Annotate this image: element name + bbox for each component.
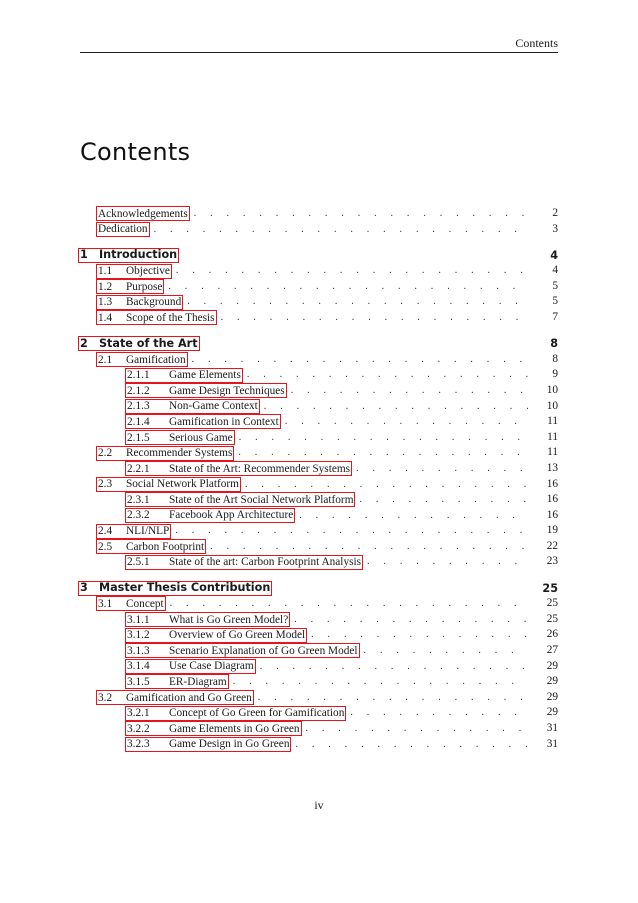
- table-of-contents: [80, 206, 558, 752]
- toc-link[interactable]: [78, 336, 200, 351]
- page-ref: 11: [547, 415, 558, 428]
- toc-entry: [80, 352, 558, 368]
- toc-entry: [80, 737, 558, 753]
- header-rule: [80, 52, 558, 53]
- toc-entry: [80, 367, 558, 383]
- section-number: 3.2: [98, 691, 113, 704]
- dot-leader: [311, 627, 528, 643]
- toc-link[interactable]: [96, 206, 190, 221]
- toc-entry: [80, 705, 558, 721]
- toc-entry: [80, 383, 558, 399]
- section-number: 3.1.2: [127, 629, 150, 642]
- section-title: Introduction: [99, 248, 178, 262]
- toc-link[interactable]: [96, 222, 150, 237]
- toc-entry: [80, 643, 558, 659]
- dot-leader: [168, 279, 528, 295]
- toc-link[interactable]: [96, 310, 217, 325]
- page-ref: 23: [546, 555, 558, 568]
- section-number: 2.5.1: [127, 556, 150, 569]
- page-ref: 7: [552, 311, 558, 324]
- section-title: Concept: [126, 597, 164, 610]
- page-ref: 4: [552, 264, 558, 277]
- toc-entry: [80, 690, 558, 706]
- section-title: Game Design Techniques: [169, 384, 285, 397]
- section-title: Purpose: [126, 280, 163, 293]
- dot-leader: [264, 399, 528, 415]
- section-title: Game Elements in Go Green: [169, 722, 300, 735]
- page-ref: 19: [546, 524, 558, 537]
- section-number: 2.3: [98, 478, 113, 491]
- toc-entry: [80, 430, 558, 446]
- section-title: Objective: [126, 265, 170, 278]
- section-number: 3: [80, 581, 88, 595]
- section-title: Master Thesis Contribution: [99, 581, 271, 595]
- section-number: 2.2.1: [127, 462, 150, 475]
- toc-entry: [80, 554, 558, 570]
- dot-leader: [306, 721, 529, 737]
- page-ref: 16: [546, 493, 558, 506]
- toc-link[interactable]: [78, 248, 179, 263]
- dot-leader: [192, 352, 528, 368]
- section-number: 3.1.3: [127, 644, 150, 657]
- dot-leader: [238, 445, 528, 461]
- section-number: 2.1.4: [127, 415, 150, 428]
- dot-leader: [210, 539, 528, 555]
- toc-link[interactable]: [125, 461, 352, 476]
- dot-leader: [356, 461, 528, 477]
- dot-leader: [176, 263, 528, 279]
- section-title: State of the art: Carbon Footprint Analysis: [169, 556, 362, 569]
- page-ref: 31: [546, 737, 558, 750]
- page-ref: 8: [552, 352, 558, 365]
- toc-entry: [80, 674, 558, 690]
- toc-entry: [80, 596, 558, 612]
- section-number: 2.4: [98, 525, 113, 538]
- toc-link[interactable]: [125, 674, 229, 689]
- section-number: 2.1.3: [127, 400, 150, 413]
- section-number: 2: [80, 336, 88, 350]
- section-number: 3.1.5: [127, 675, 150, 688]
- toc-link[interactable]: [96, 446, 234, 461]
- page-ref: 25: [546, 612, 558, 625]
- toc-entry: [80, 206, 558, 222]
- page-ref: 11: [547, 430, 558, 443]
- toc-link[interactable]: [78, 581, 272, 596]
- dot-leader: [285, 414, 528, 430]
- dot-leader: [299, 508, 528, 524]
- page-ref: 10: [546, 383, 558, 396]
- section-number: 3.1.1: [127, 613, 150, 626]
- page-ref: 10: [546, 399, 558, 412]
- toc-link[interactable]: [96, 295, 183, 310]
- toc-entry: [80, 461, 558, 477]
- toc-link[interactable]: [96, 279, 164, 294]
- section-number: 2.1.1: [127, 369, 150, 382]
- page-ref: 9: [552, 368, 558, 381]
- section-number: 3.2.1: [127, 707, 150, 720]
- dot-leader: [350, 705, 528, 721]
- toc-entry: [80, 279, 558, 295]
- toc-entry: [80, 294, 558, 310]
- section-title: NLI/NLP: [126, 525, 170, 538]
- section-title: State of the Art: [99, 336, 198, 350]
- dot-leader: [359, 492, 528, 508]
- section-title: Concept of Go Green for Gamification: [169, 707, 345, 720]
- toc-link[interactable]: [125, 492, 355, 507]
- section-number: 1.4: [98, 311, 113, 324]
- toc-link[interactable]: [96, 264, 172, 279]
- toc-entry: [80, 477, 558, 493]
- toc-entry: [80, 414, 558, 430]
- dot-leader: [194, 206, 528, 222]
- page-ref: 5: [552, 279, 558, 292]
- dot-leader: [239, 430, 528, 446]
- section-title: State of the Art Social Network Platform: [169, 493, 354, 506]
- toc-entry: [80, 523, 558, 539]
- section-number: 2.1.2: [127, 384, 150, 397]
- toc-link[interactable]: [125, 643, 360, 658]
- section-title: Scope of the Thesis: [126, 311, 215, 324]
- dot-leader: [364, 643, 528, 659]
- toc-entry: [80, 310, 558, 326]
- page-ref: 16: [546, 508, 558, 521]
- dot-leader: [245, 477, 528, 493]
- toc-link[interactable]: [125, 430, 235, 445]
- page-number: iv: [314, 798, 324, 812]
- page-ref: 16: [546, 477, 558, 490]
- toc-link[interactable]: [125, 368, 243, 383]
- toc-chapter-entry: [80, 336, 558, 352]
- toc-link[interactable]: [125, 737, 291, 752]
- toc-chapter-entry: [80, 248, 558, 264]
- section-title: Background: [126, 296, 182, 309]
- page-ref: 25: [542, 581, 558, 595]
- section-number: 2.2: [98, 447, 113, 460]
- section-title: Scenario Explanation of Go Green Model: [169, 644, 358, 657]
- section-title: Recommender Systems: [126, 447, 233, 460]
- toc-link[interactable]: [125, 555, 363, 570]
- page-title: Contents: [80, 138, 191, 166]
- toc-link[interactable]: [125, 383, 287, 398]
- toc-entry: [80, 399, 558, 415]
- section-number: 2.1.5: [127, 431, 150, 444]
- toc-entry: [80, 721, 558, 737]
- toc-entry: [80, 508, 558, 524]
- toc-entry: [80, 539, 558, 555]
- section-number: 3.1: [98, 597, 113, 610]
- section-number: 1.3: [98, 296, 113, 309]
- section-number: 3.2.2: [127, 722, 150, 735]
- page-ref: 5: [552, 295, 558, 308]
- toc-link[interactable]: [125, 612, 290, 627]
- toc-entry: [80, 445, 558, 461]
- toc-link[interactable]: [96, 539, 206, 554]
- section-title: Gamification: [126, 353, 186, 366]
- page-ref: 13: [546, 461, 558, 474]
- section-number: 1: [80, 248, 88, 262]
- page-ref: 31: [546, 721, 558, 734]
- section-title: Use Case Diagram: [169, 660, 254, 673]
- toc-link[interactable]: [125, 399, 260, 414]
- section-title: What is Go Green Model?: [169, 613, 289, 626]
- dot-leader: [170, 596, 528, 612]
- toc-link[interactable]: [125, 706, 346, 721]
- section-title: ER-Diagram: [169, 675, 227, 688]
- page-ref: 29: [546, 659, 558, 672]
- toc-link[interactable]: [96, 596, 166, 611]
- toc-entry: [80, 659, 558, 675]
- toc-link[interactable]: [96, 690, 254, 705]
- section-title: Gamification and Go Green: [126, 691, 252, 704]
- dot-leader: [258, 690, 528, 706]
- toc-chapter-entry: [80, 581, 558, 597]
- section-title: Overview of Go Green Model: [169, 629, 306, 642]
- section-title: Facebook App Architecture: [169, 509, 294, 522]
- dot-leader: [294, 612, 528, 628]
- toc-entry: [80, 627, 558, 643]
- dot-leader: [154, 222, 528, 238]
- page-ref: 29: [546, 706, 558, 719]
- section-number: 2.5: [98, 540, 113, 553]
- dot-leader: [175, 523, 528, 539]
- section-number: 3.1.4: [127, 660, 150, 673]
- toc-link[interactable]: [125, 628, 307, 643]
- dot-leader: [295, 737, 528, 753]
- page-ref: 29: [546, 690, 558, 703]
- dot-leader: [187, 294, 528, 310]
- page-ref: 22: [546, 539, 558, 552]
- toc-link[interactable]: [125, 659, 256, 674]
- toc-link[interactable]: [125, 508, 295, 523]
- page-ref: 3: [552, 222, 558, 235]
- section-title: State of the Art: Recommender Systems: [169, 462, 351, 475]
- section-title: Social Network Platform: [126, 478, 239, 491]
- dot-leader: [247, 367, 528, 383]
- dot-leader: [291, 383, 528, 399]
- section-title: Gamification in Context: [169, 415, 279, 428]
- toc-link[interactable]: [96, 524, 171, 539]
- section-number: 1.2: [98, 280, 113, 293]
- toc-entry: [80, 612, 558, 628]
- dot-leader: [221, 310, 528, 326]
- page-ref: 11: [547, 446, 558, 459]
- dot-leader: [233, 674, 528, 690]
- section-title: Carbon Footprint: [126, 540, 205, 553]
- section-number: 2.3.2: [127, 509, 150, 522]
- page-ref: 29: [546, 675, 558, 688]
- toc-entry: [80, 263, 558, 279]
- section-title: Game Elements: [169, 369, 241, 382]
- section-number: 2.1: [98, 353, 113, 366]
- toc-entry: [80, 222, 558, 238]
- toc-link[interactable]: [96, 477, 241, 492]
- dot-leader: [260, 659, 528, 675]
- section-title: Serious Game: [169, 431, 233, 444]
- section-title: Dedication: [98, 223, 148, 236]
- section-number: 1.1: [98, 265, 113, 278]
- running-header: Contents: [515, 36, 558, 50]
- toc-entry: [80, 492, 558, 508]
- section-title: Non-Game Context: [169, 400, 258, 413]
- toc-link[interactable]: [96, 352, 188, 367]
- page-ref: 27: [546, 643, 558, 656]
- dot-leader: [367, 554, 528, 570]
- toc-link[interactable]: [125, 414, 281, 429]
- toc-link[interactable]: [125, 721, 302, 736]
- page-ref: 2: [552, 207, 558, 219]
- section-title: Game Design in Go Green: [169, 738, 290, 751]
- section-title: Acknowledgements: [98, 207, 188, 220]
- page-ref: 25: [546, 597, 558, 610]
- page-ref: 4: [550, 248, 558, 262]
- page-ref: 26: [546, 628, 558, 641]
- page-ref: 8: [550, 337, 558, 351]
- section-number: 3.2.3: [127, 738, 150, 751]
- section-number: 2.3.1: [127, 493, 150, 506]
